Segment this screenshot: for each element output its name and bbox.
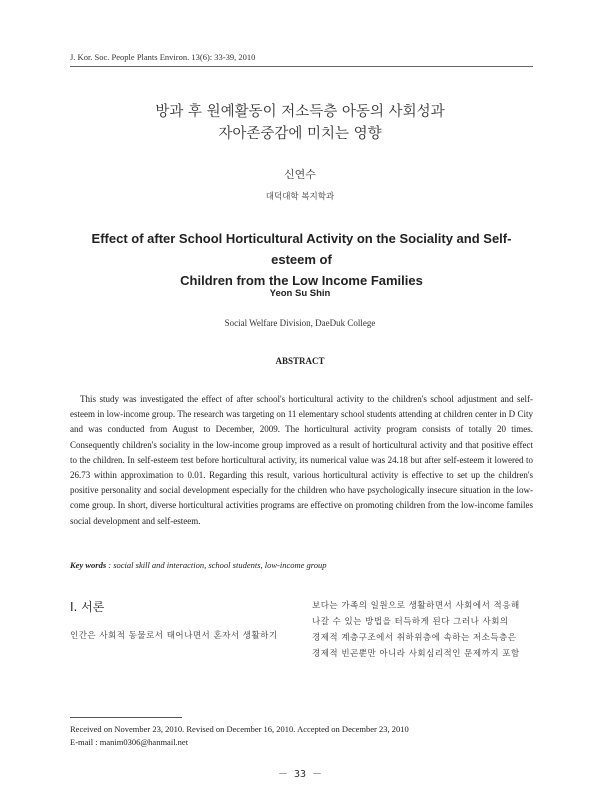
korean-author: 신연수	[284, 168, 316, 181]
keywords-label: Key words	[70, 560, 107, 570]
korean-title-line1: 방과 후 원예활동이 저소득층 아동의 사회성과	[155, 104, 445, 120]
english-author: Yeon Su Shin	[269, 288, 331, 299]
keywords	[70, 560, 327, 570]
journal-reference: J. Kor. Soc. People Plants Environ. 13(6): 33-39, 2010	[70, 52, 256, 62]
keywords-text: : social skill and interaction, school students, low-income group	[108, 560, 327, 570]
intro-right-line: 경제적 빈곤뿐만 아니라 사회심리적인 문제까지 포함	[312, 649, 520, 659]
intro-right-line: 보다는 가족의 일원으로 생활하면서 사회에서 적응해	[312, 601, 520, 611]
page-number: － 33 －	[277, 769, 323, 780]
abstract-heading: ABSTRACT	[275, 356, 325, 366]
header-rule	[70, 66, 533, 67]
korean-title-line2: 자아존중감에 미치는 영향	[218, 126, 382, 142]
korean-affiliation: 대덕대학 복지학과	[265, 192, 335, 202]
english-title-line2: Children from the Low Income Families	[180, 273, 423, 288]
intro-right-column	[312, 598, 534, 662]
english-affiliation: Social Welfare Division, DaeDuk College	[224, 318, 376, 328]
intro-left-column: 인간은 사회적 동물로서 태어나면서 혼자서 생활하기	[70, 631, 278, 641]
footnote-rule	[70, 717, 182, 718]
intro-right-line: 경제적 계층구조에서 취하위층에 속하는 저소득층은	[312, 633, 517, 643]
section-heading-introduction: Ⅰ. 서론	[70, 600, 105, 614]
abstract-body: This study was investigated the effect of after school's horticultural activity to the children's school adjustment and self-esteem in low-income group. The research was targeting on 11 elementary school students attending at children center in D City and was conducted from August to December, 2009. The horticultural activity program consists of totally 20 times. Consequently children's sociality in the low-income group improved as a result of horticultural activity and that positive effect to the children. In self-esteem test before horticultural activity, its numerical value was 24.18 but after self-esteem it lowered to 26.73 within approximation to 0.01. Regarding this result, various horticultural activity is effective to set up the children's positive personality and social development especially for the children who have psychologically insecure situation in the low-come group. In short, diverse horticultural activities programs are effective on promoting children from the low-income familes social development and self-esteem.	[70, 394, 533, 526]
english-title	[70, 228, 533, 291]
footnote-received: Received on November 23, 2010. Revised on December 16, 2010. Accepted on December 23, 2010	[70, 724, 409, 734]
footnote-email: E-mail : manim0306@hanmail.net	[70, 737, 189, 747]
intro-right-line: 나갈 수 있는 방법을 터득하게 된다 그러나 사회의	[312, 617, 509, 627]
english-title-line1: Effect of after School Horticultural Activity on the Sociality and Self-esteem of	[91, 231, 512, 267]
